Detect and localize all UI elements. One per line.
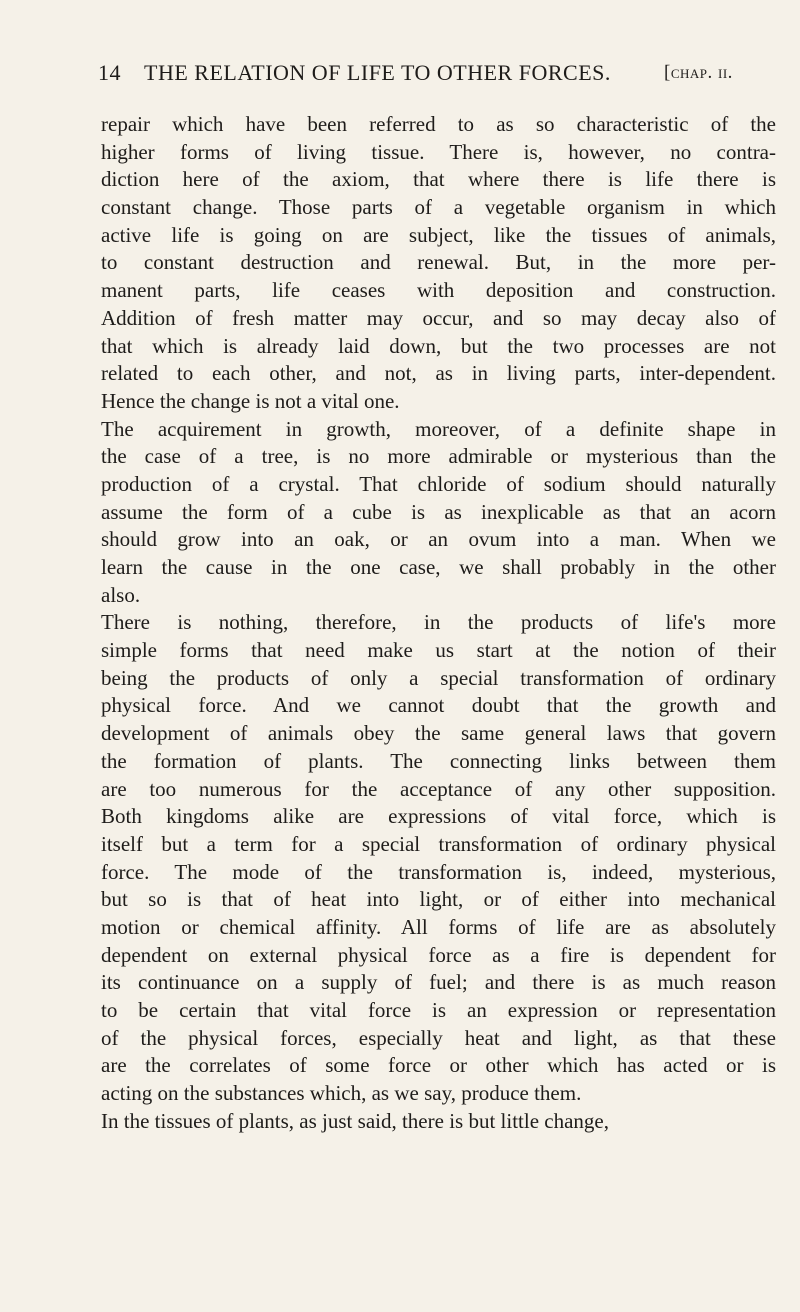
text-line: dependent on external physical force as a fire is dependent for [101, 942, 776, 967]
text-line: Addition of fresh matter may occur, and so may decay also of [101, 305, 776, 330]
text-line: Hence the change is not a vital one. [101, 388, 400, 413]
text-line: physical force. And we cannot doubt that the growth and [101, 693, 776, 718]
body-text [101, 111, 776, 1135]
text-line: the case of a tree, is no more admirable or mysterious than the [101, 444, 776, 469]
text-line: higher forms of living tissue. There is, however, no contra- [101, 139, 776, 164]
text-line: simple forms that need make us start at the notion of their [101, 638, 776, 663]
text-line: the formation of plants. The connecting links between them [101, 748, 776, 773]
text-line: repair which have been referred to as so characteristic of the [101, 112, 776, 136]
paragraph [101, 1108, 776, 1136]
text-line: development of animals obey the same general laws that govern [101, 721, 776, 746]
text-line: The acquirement in growth, moreover, of a definite shape in [101, 416, 776, 441]
text-line: In the tissues of plants, as just said, there is but little change, [101, 1108, 609, 1133]
text-line: force. The mode of the transformation is, indeed, mysterious, [101, 859, 776, 884]
paragraph [101, 609, 776, 1107]
text-line: to constant destruction and renewal. But, in the more per- [101, 250, 776, 275]
text-line: should grow into an oak, or an ovum into a man. When we [101, 527, 776, 552]
text-line: related to each other, and not, as in living parts, inter-dependent. [101, 361, 776, 386]
paragraph [101, 111, 776, 416]
text-line: There is nothing, therefore, in the products of life's more [101, 610, 776, 635]
text-line: also. [101, 582, 141, 607]
text-line: are too numerous for the acceptance of any other supposition. [101, 776, 776, 801]
text-line: constant change. Those parts of a vegetable organism in which [101, 195, 776, 220]
text-line: being the products of only a special transformation of ordinary [101, 665, 776, 690]
text-line: of the physical forces, especially heat and light, as that these [101, 1025, 776, 1050]
text-line: its continuance on a supply of fuel; and there is as much reason [101, 970, 776, 995]
text-line: to be certain that vital force is an expression or representation [101, 998, 776, 1022]
text-line: acting on the substances which, as we say, produce them. [101, 1081, 582, 1106]
text-line: Both kingdoms alike are expressions of vital force, which is [101, 804, 776, 829]
running-head [98, 60, 778, 92]
text-line: motion or chemical affinity. All forms of life are as absolutely [101, 914, 776, 939]
paragraph [101, 416, 776, 610]
text-line: are the correlates of some force or other which has acted or is [101, 1053, 776, 1078]
chapter-reference: [chap. ii. [664, 62, 733, 83]
text-line: assume the form of a cube is as inexplicable as that an acorn [101, 499, 776, 524]
text-line: active life is going on are subject, like the tissues of animals, [101, 222, 776, 247]
page-number: 14 [98, 60, 121, 85]
text-line: diction here of the axiom, that where there is life there is [101, 167, 776, 192]
running-title: THE RELATION OF LIFE TO OTHER FORCES. [144, 60, 611, 85]
text-line: but so is that of heat into light, or of either into mechanical [101, 887, 776, 912]
text-line: production of a crystal. That chloride of sodium should naturally [101, 471, 776, 496]
text-line: learn the cause in the one case, we shall probably in the other [101, 555, 776, 579]
text-line: that which is already laid down, but the two processes are not [101, 333, 776, 358]
text-line: itself but a term for a special transformation of ordinary physical [101, 831, 776, 856]
text-line: manent parts, life ceases with deposition and construction. [101, 278, 776, 303]
